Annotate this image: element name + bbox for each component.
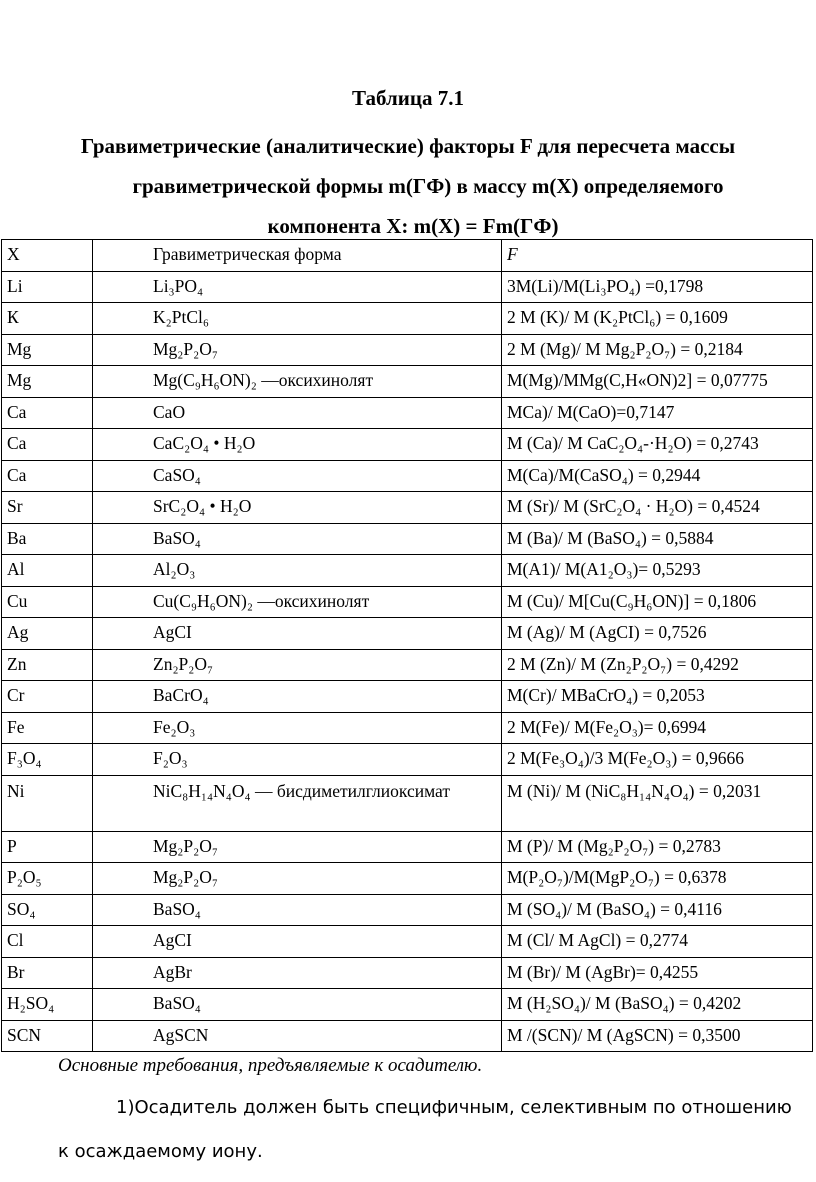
table-row [2, 366, 813, 398]
table-row [2, 429, 813, 461]
cell-gravimetric-form: Fe₂O₃ [93, 712, 502, 744]
cell-analyte: SO₄ [2, 894, 93, 926]
cell-analyte: H₂SO₄ [2, 989, 93, 1021]
table-title-line-2: гравиметрической формы m(ГФ) в массу m(X) определяемого [132, 174, 724, 198]
table-row [2, 523, 813, 555]
cell-analyte: Ag [2, 618, 93, 650]
table-row [2, 303, 813, 335]
cell-factor: M (Ag)/ M (AgCI) = 0,7526 [502, 618, 813, 650]
table-row [2, 334, 813, 366]
cell-gravimetric-form: BaSO₄ [93, 894, 502, 926]
cell-factor: M (Cu)/ M[Cu(C₉H₆ON)] = 0,1806 [502, 586, 813, 618]
cell-gravimetric-form: F₂O₃ [93, 744, 502, 776]
cell-factor: 2 M(Fe₃O₄)/3 M(Fe₂O₃) = 0,9666 [502, 744, 813, 776]
cell-analyte: Mg [2, 366, 93, 398]
cell-gravimetric-form: CaO [93, 397, 502, 429]
cell-factor: M (Sr)/ M (SrC₂O₄ · H₂O) = 0,4524 [502, 492, 813, 524]
table-row [2, 926, 813, 958]
table-row [2, 1020, 813, 1052]
table-title-line-1: Гравиметрические (аналитические) факторы F для пересчета массы [80, 134, 736, 158]
cell-analyte: P [2, 831, 93, 863]
table-row [2, 894, 813, 926]
cell-gravimetric-form: AgBr [93, 957, 502, 989]
cell-gravimetric-form: CaSO₄ [93, 460, 502, 492]
cell-gravimetric-form: BaCrO₄ [93, 681, 502, 713]
cell-gravimetric-form: SrC₂O₄ • H₂O [93, 492, 502, 524]
cell-analyte: Mg [2, 334, 93, 366]
cell-analyte: SCN [2, 1020, 93, 1052]
cell-gravimetric-form: Mg₂P₂O₇ [93, 831, 502, 863]
cell-analyte: Li [2, 271, 93, 303]
cell-analyte: Sr [2, 492, 93, 524]
cell-factor: M (Br)/ M (AgBr)= 0,4255 [502, 957, 813, 989]
cell-factor: M(Mg)/MMg(C,H«ON)2] = 0,07775 [502, 366, 813, 398]
cell-gravimetric-form: Mg₂P₂O₇ [93, 863, 502, 895]
cell-analyte: Cr [2, 681, 93, 713]
gravimetric-factors-table [1, 239, 813, 1052]
header-cell-x: X [2, 240, 93, 272]
table-row [2, 775, 813, 831]
cell-factor: M (Ni)/ M (NiC₈H₁₄N₄O₄) = 0,2031 [502, 775, 813, 831]
header-cell-f: F [502, 240, 813, 272]
cell-gravimetric-form: Zn₂P₂O₇ [93, 649, 502, 681]
header-cell-form: Гравиметрическая форма [93, 240, 502, 272]
table-row [2, 744, 813, 776]
cell-analyte: Zn [2, 649, 93, 681]
cell-factor: M (H₂SO₄)/ M (BaSO₄) = 0,4202 [502, 989, 813, 1021]
cell-factor: MCa)/ M(CaO)=0,7147 [502, 397, 813, 429]
table-row [2, 863, 813, 895]
table-row [2, 618, 813, 650]
cell-factor: M(P₂O₇)/M(MgP₂O₇) = 0,6378 [502, 863, 813, 895]
table-row [2, 712, 813, 744]
cell-factor: M (P)/ M (Mg₂P₂O₇) = 0,2783 [502, 831, 813, 863]
cell-factor: M(A1)/ M(A1₂O₃)= 0,5293 [502, 555, 813, 587]
cell-factor: 2 M (Mg)/ M Mg₂P₂O₇) = 0,2184 [502, 334, 813, 366]
cell-analyte: Ca [2, 460, 93, 492]
table-number: Таблица 7.1 [352, 86, 464, 110]
cell-gravimetric-form: AgCI [93, 618, 502, 650]
cell-analyte: Fe [2, 712, 93, 744]
cell-factor: M (Cl/ M AgCl) = 0,2774 [502, 926, 813, 958]
cell-factor: M /(SCN)/ M (AgSCN) = 0,3500 [502, 1020, 813, 1052]
table-row [2, 397, 813, 429]
table-row [2, 957, 813, 989]
cell-analyte: Cl [2, 926, 93, 958]
table-row [2, 460, 813, 492]
cell-analyte: Ca [2, 397, 93, 429]
cell-gravimetric-form: Li₃PO₄ [93, 271, 502, 303]
cell-factor: M(Cr)/ MBaCrO₄) = 0,2053 [502, 681, 813, 713]
table-row [2, 681, 813, 713]
cell-factor: 2 M (K)/ M (K₂PtCl₆) = 0,1609 [502, 303, 813, 335]
cell-analyte: Ni [2, 775, 93, 831]
paragraph-line-1: 1)Осадитель должен быть специфичным, селективным по отношению [116, 1097, 792, 1118]
table-row [2, 555, 813, 587]
cell-factor: M (Ca)/ M CaC₂O₄-·H₂O) = 0,2743 [502, 429, 813, 461]
cell-factor: M (SO₄)/ M (BaSO₄) = 0,4116 [502, 894, 813, 926]
cell-analyte: Ca [2, 429, 93, 461]
cell-gravimetric-form: Cu(C₉H₆ON)₂ —оксихинолят [93, 586, 502, 618]
cell-gravimetric-form: AgSCN [93, 1020, 502, 1052]
table-row [2, 831, 813, 863]
cell-factor: 2 M(Fe)/ M(Fe₂O₃)= 0,6994 [502, 712, 813, 744]
cell-analyte: Ba [2, 523, 93, 555]
cell-gravimetric-form: Mg(C₉H₆ON)₂ —оксихинолят [93, 366, 502, 398]
cell-gravimetric-form: CaC₂O₄ • H₂O [93, 429, 502, 461]
table-row [2, 492, 813, 524]
cell-analyte: P₂O₅ [2, 863, 93, 895]
table-title-line-3: компонента X: m(X) = Fm(ГФ) [267, 214, 559, 238]
cell-gravimetric-form: Mg₂P₂O₇ [93, 334, 502, 366]
cell-gravimetric-form: AgCI [93, 926, 502, 958]
cell-analyte: F₃O₄ [2, 744, 93, 776]
cell-analyte: К [2, 303, 93, 335]
table-row [2, 649, 813, 681]
precipitant-requirements-heading: Основные требования, предъявляемые к осадителю. [58, 1055, 483, 1076]
cell-analyte: Al [2, 555, 93, 587]
cell-analyte: Cu [2, 586, 93, 618]
table-header-row [2, 240, 813, 272]
paragraph-line-2: к осаждаемому иону. [58, 1141, 263, 1162]
cell-analyte: Br [2, 957, 93, 989]
cell-factor: 2 M (Zn)/ M (Zn₂P₂O₇) = 0,4292 [502, 649, 813, 681]
cell-gravimetric-form: BaSO₄ [93, 523, 502, 555]
cell-factor: M (Ba)/ M (BaSO₄) = 0,5884 [502, 523, 813, 555]
table-row [2, 586, 813, 618]
cell-gravimetric-form: K₂PtCl₆ [93, 303, 502, 335]
table-row [2, 271, 813, 303]
cell-gravimetric-form: BaSO₄ [93, 989, 502, 1021]
cell-factor: M(Ca)/M(CaSO₄) = 0,2944 [502, 460, 813, 492]
table-row [2, 989, 813, 1021]
table-caption [0, 78, 816, 246]
cell-gravimetric-form: NiC₈H₁₄N₄O₄ — бисдиметилглиоксимат [93, 775, 502, 831]
cell-gravimetric-form: Al₂O₃ [93, 555, 502, 587]
cell-factor: 3M(Li)/M(Li₃PO₄) =0,1798 [502, 271, 813, 303]
